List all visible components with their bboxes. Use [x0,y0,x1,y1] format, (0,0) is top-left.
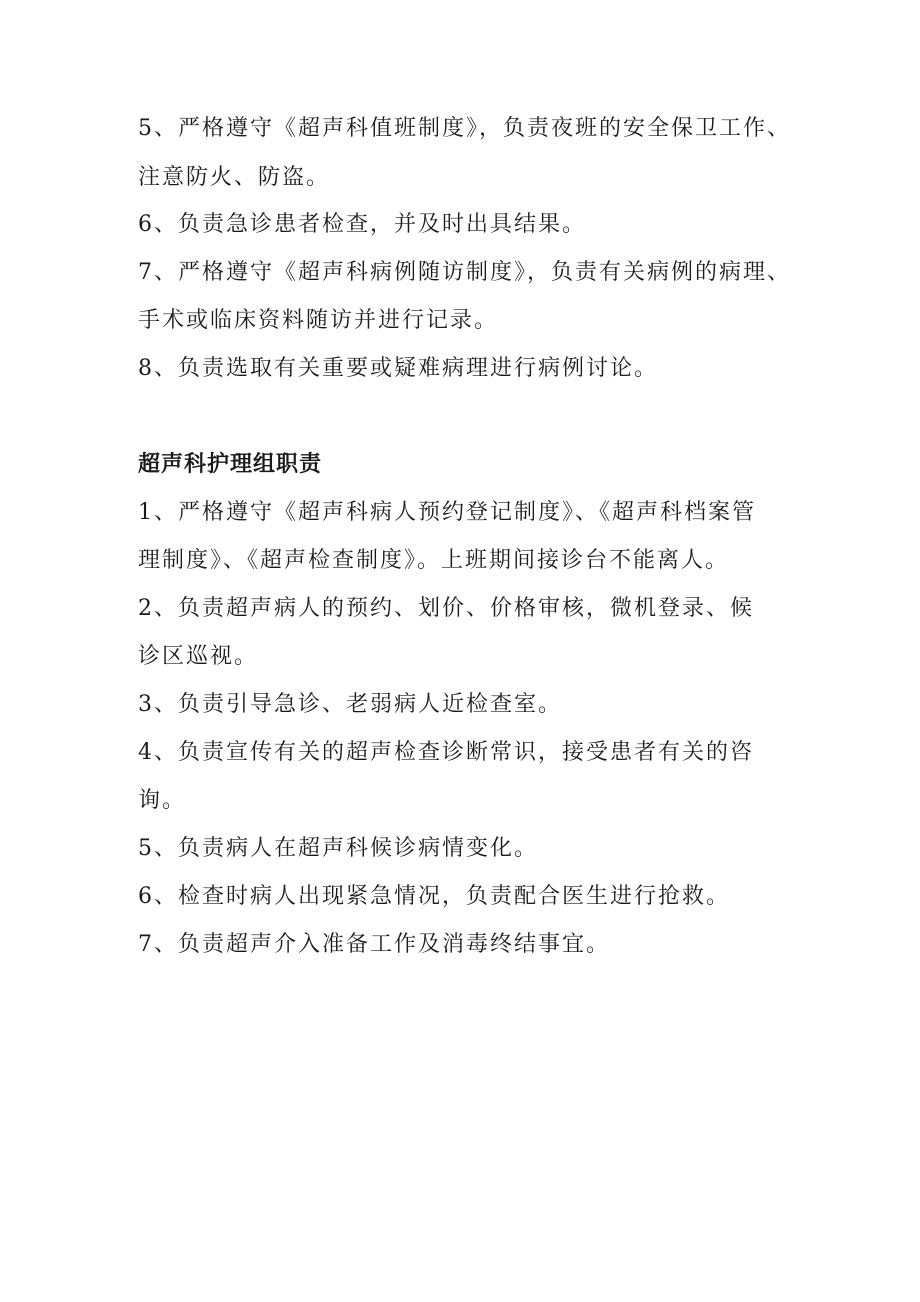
paragraph-line: 1、严格遵守《超声科病人预约登记制度》、《超声科档案管 [138,500,756,525]
paragraph-line: 4、负责宣传有关的超声检查诊断常识，接受患者有关的咨 [138,740,754,765]
paragraph-line: 3、负责引导急诊、老弱病人近检查室。 [138,692,562,717]
paragraph-line: 手术或临床资料随访并进行记录。 [138,308,499,333]
paragraph-line: 诊区巡视。 [138,644,259,669]
paragraph-line: 6、负责急诊患者检查，并及时出具结果。 [138,212,586,237]
paragraph-line: 5、严格遵守《超声科值班制度》，负责夜班的安全保卫工作、 [138,116,791,141]
paragraph-line: 5、负责病人在超声科候诊病情变化。 [138,836,538,861]
paragraph-line: 7、严格遵守《超声科病例随访制度》，负责有关病例的病理、 [138,260,791,285]
section-heading: 超声科护理组职责 [138,452,323,477]
paragraph-line: 6、检查时病人出现紧急情况，负责配合医生进行抢救。 [138,884,730,909]
paragraph-line: 2、负责超声病人的预约、划价、价格审核，微机登录、候 [138,596,754,621]
paragraph-line: 询。 [138,788,187,813]
paragraph-line: 8、负责选取有关重要或疑难病理进行病例讨论。 [138,356,658,381]
paragraph-line: 注意防火、防盗。 [138,165,331,190]
paragraph-line: 7、负责超声介入准备工作及消毒终结事宜。 [138,932,610,957]
paragraph-line: 理制度》、《超声检查制度》。上班期间接诊台不能离人。 [138,548,730,573]
